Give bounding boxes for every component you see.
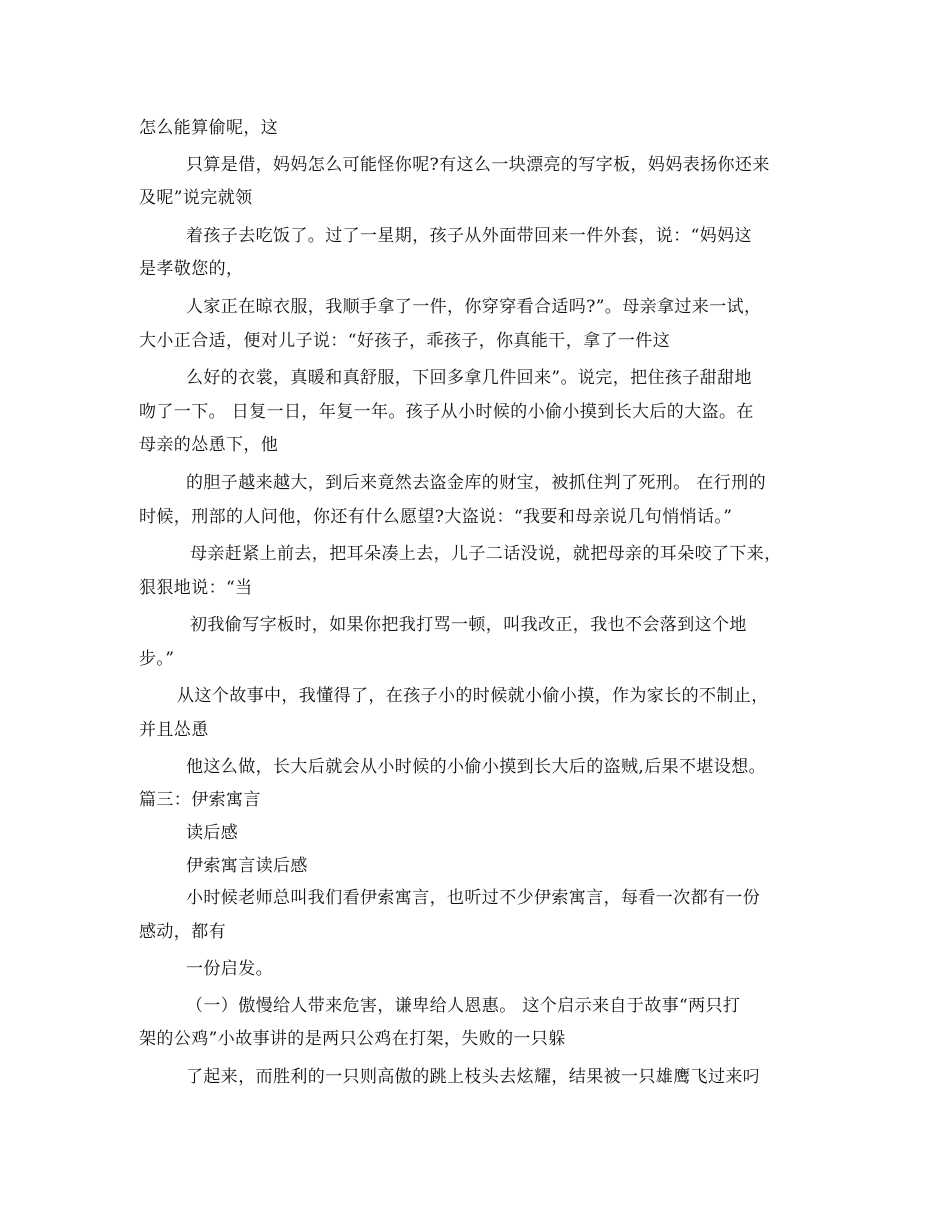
text-line: 吻了一下。 日复一日，年复一年。孩子从小时候的小偷小摸到长大后的大盗。在 (139, 402, 754, 422)
text-line: 初我偷写字板时，如果你把我打骂一顿，叫我改正，我也不会落到这个地 (190, 615, 747, 635)
text-line: 的胆子越来越大，到后来竟然去盗金库的财宝，被抓住判了死刑。 在行刑的 (186, 473, 767, 493)
text-line: 母亲的怂恿下，他 (139, 435, 279, 455)
text-line: 时候，刑部的人问他，你还有什么愿望?大盗说：“我要和母亲说几句悄悄话。” (139, 507, 733, 527)
text-line: 只算是借，妈妈怎么可能怪你呢?有这么一块漂亮的写字板，妈妈表扬你还来 (186, 155, 770, 175)
text-line: 母亲赶紧上前去，把耳朵凑上去，儿子二话没说，就把母亲的耳朵咬了下来， (190, 544, 782, 564)
text-line: 狠狠地说：“当 (139, 578, 253, 598)
text-line: 大小正合适，便对儿子说：“好孩子，乖孩子，你真能干，拿了一件这 (139, 331, 671, 351)
text-line: 人家正在晾衣服，我顺手拿了一件，你穿穿看合适吗?”。母亲拿过来一试， (186, 297, 762, 317)
text-line: 怎么能算偷呢，这 (139, 118, 279, 138)
section-heading: 篇三：伊索寓言 (139, 790, 261, 810)
text-line: 了起来，而胜利的一只则高傲的跳上枝头去炫耀，结果被一只雄鹰飞过来叼 (186, 1067, 761, 1087)
text-line: 感动，都有 (139, 922, 226, 942)
text-line: 步。” (139, 649, 175, 669)
text-line: 伊索寓言读后感 (186, 856, 308, 876)
text-line: 他这么做，长大后就会从小时候的小偷小摸到长大后的盗贼,后果不堪设想。 (186, 757, 767, 777)
text-line: 是孝敬您的， (139, 259, 244, 279)
text-line: 小时候老师总叫我们看伊索寓言，也听过不少伊索寓言，每看一次都有一份 (186, 888, 761, 908)
text-line: 读后感 (186, 823, 239, 843)
text-line: 一份启发。 (186, 959, 273, 979)
text-line: 架的公鸡”小故事讲的是两只公鸡在打架，失败的一只躲 (139, 1029, 566, 1049)
text-line: 么好的衣裳，真暖和真舒服，下回多拿几件回来”。说完，把住孩子甜甜地 (186, 368, 752, 388)
text-line: 着孩子去吃饭了。过了一星期，孩子从外面带回来一件外套，说：“妈妈这 (186, 226, 752, 246)
text-line: 并且怂恿 (139, 720, 209, 740)
text-line: 及呢”说完就领 (139, 188, 253, 208)
text-line: （一）傲慢给人带来危害，谦卑给人恩惠。 这个启示来自于故事“两只打 (186, 996, 741, 1016)
text-line: 从这个故事中，我懂得了，在孩子小的时候就小偷小摸，作为家长的不制止， (177, 686, 769, 706)
